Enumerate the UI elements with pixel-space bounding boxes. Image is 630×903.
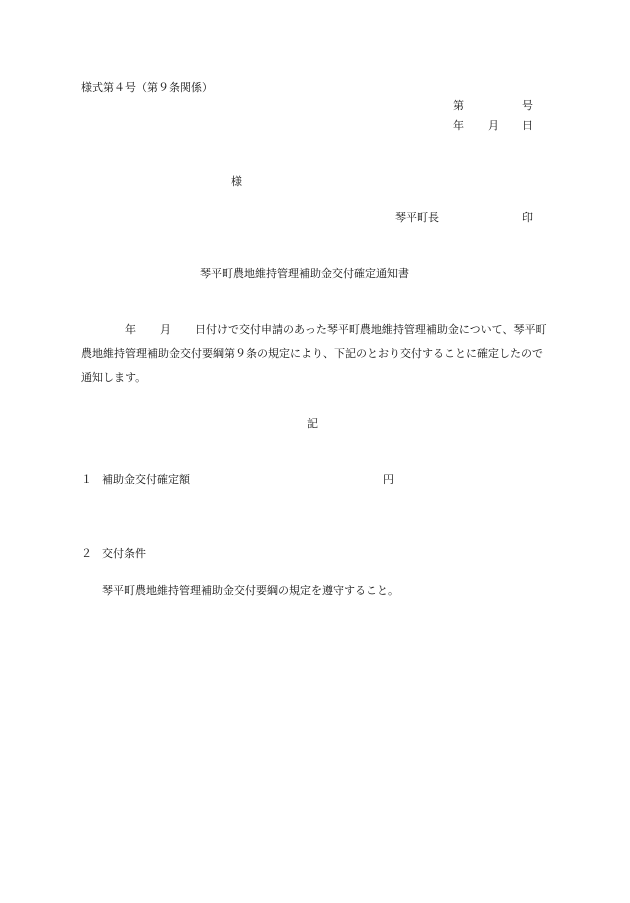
ki-heading: 記 xyxy=(307,417,318,430)
body-month: 月 xyxy=(160,323,171,336)
item1-label: 補助金交付確定額 xyxy=(102,473,190,486)
item2-number: ２ xyxy=(81,547,92,560)
date-year: 年 xyxy=(453,119,464,132)
item1-unit: 円 xyxy=(383,473,394,486)
number-prefix: 第 xyxy=(453,99,464,112)
date-day: 日 xyxy=(522,119,533,132)
seal-mark: 印 xyxy=(522,211,533,224)
form-header: 様式第４号（第９条関係） xyxy=(81,81,213,94)
document-title: 琴平町農地維持管理補助金交付確定通知書 xyxy=(200,267,409,280)
body-year: 年 xyxy=(125,323,136,336)
addressee-suffix: 様 xyxy=(231,175,242,188)
number-suffix: 号 xyxy=(522,99,533,112)
item2-label: 交付条件 xyxy=(102,547,146,560)
date-month: 月 xyxy=(488,119,499,132)
body-text: 日付けで交付申請のあった琴平町農地維持管理補助金について、琴平町農地維持管理補助金交付要綱第９条の規定により、下記のとおり交付することに確定したので通知します。 xyxy=(81,323,547,384)
item1-number: １ xyxy=(81,473,92,486)
issuer-name: 琴平町長 xyxy=(395,211,439,224)
body-paragraph xyxy=(81,318,551,390)
item2-text: 琴平町農地維持管理補助金交付要綱の規定を遵守すること。 xyxy=(102,584,399,597)
